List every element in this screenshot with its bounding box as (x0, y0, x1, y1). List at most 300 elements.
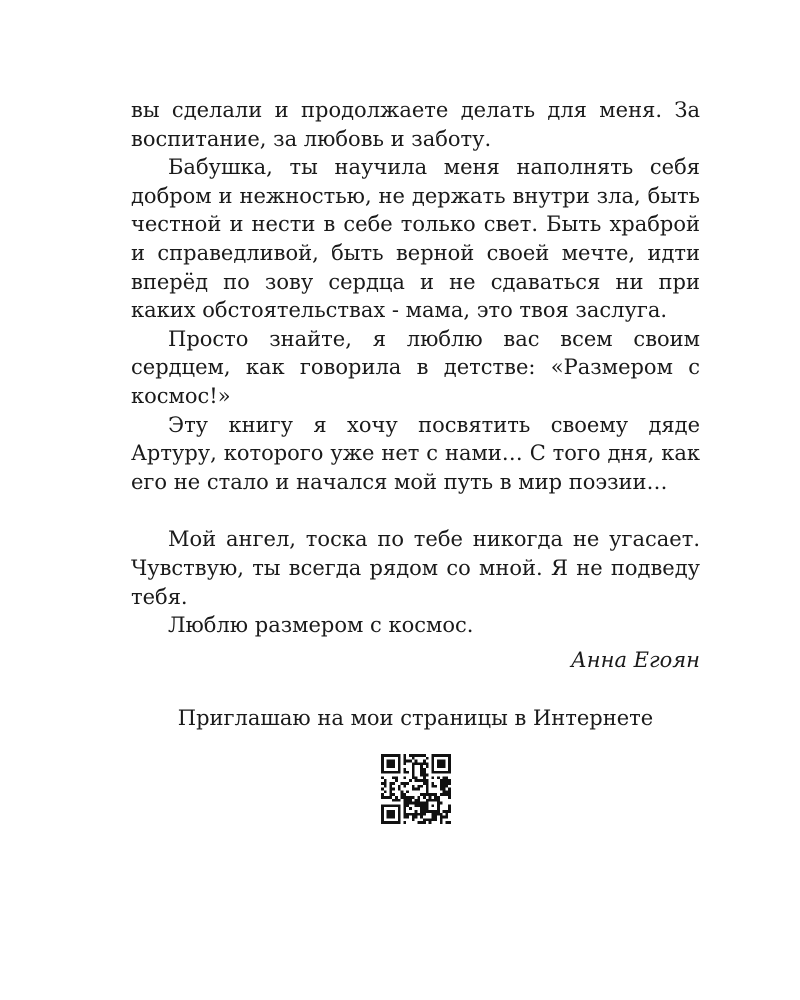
qr-module (400, 782, 403, 785)
qr-module (425, 784, 428, 787)
qr-module (428, 798, 431, 801)
qr-module (423, 810, 426, 813)
qr-module (439, 787, 442, 790)
qr-module (392, 815, 395, 818)
qr-module (397, 810, 400, 813)
qr-module (386, 815, 389, 818)
qr-module (411, 762, 414, 765)
qr-module (431, 798, 434, 801)
qr-module (417, 798, 420, 801)
qr-module (409, 801, 412, 804)
qr-module (445, 810, 448, 813)
qr-module (448, 762, 451, 765)
qr-module (439, 779, 442, 782)
qr-module (411, 754, 414, 757)
qr-module (445, 790, 448, 793)
qr-module (425, 818, 428, 821)
qr-module (395, 779, 398, 782)
qr-module (414, 787, 417, 790)
qr-module (442, 754, 445, 757)
qr-module (425, 773, 428, 776)
qr-module (392, 810, 395, 813)
qr-module (409, 812, 412, 815)
qr-module (400, 790, 403, 793)
qr-module (392, 782, 395, 785)
qr-module (381, 759, 384, 762)
qr-module (434, 796, 437, 799)
qr-module (381, 810, 384, 813)
qr-module (383, 804, 386, 807)
qr-module (442, 782, 445, 785)
qr-module (395, 821, 398, 824)
qr-module (383, 790, 386, 793)
qr-module (403, 776, 406, 779)
qr-module (420, 762, 423, 765)
qr-module (381, 815, 384, 818)
qr-module (448, 821, 451, 824)
qr-module (442, 815, 445, 818)
qr-module (437, 770, 440, 773)
qr-module (423, 821, 426, 824)
qr-module (409, 759, 412, 762)
qr-module (389, 782, 392, 785)
qr-module (392, 821, 395, 824)
qr-module (403, 804, 406, 807)
qr-module (406, 812, 409, 815)
qr-module (381, 770, 384, 773)
qr-module (381, 756, 384, 759)
qr-module (417, 812, 420, 815)
qr-module (397, 768, 400, 771)
qr-module (406, 796, 409, 799)
qr-module (411, 787, 414, 790)
qr-module (423, 796, 426, 799)
qr-module (406, 801, 409, 804)
qr-module (381, 793, 384, 796)
qr-module (386, 796, 389, 799)
qr-module (425, 790, 428, 793)
qr-module (389, 754, 392, 757)
qr-module (414, 798, 417, 801)
qr-module (395, 776, 398, 779)
qr-module (417, 754, 420, 757)
qr-module (439, 784, 442, 787)
qr-module (386, 754, 389, 757)
qr-module (437, 807, 440, 810)
qr-module (392, 804, 395, 807)
qr-module (381, 762, 384, 765)
qr-module (442, 793, 445, 796)
qr-module (437, 804, 440, 807)
qr-module (406, 759, 409, 762)
qr-module (389, 765, 392, 768)
qr-module (431, 804, 434, 807)
qr-module (445, 776, 448, 779)
qr-module (406, 790, 409, 793)
qr-module (403, 793, 406, 796)
qr-module (392, 812, 395, 815)
qr-module (389, 770, 392, 773)
qr-module (420, 770, 423, 773)
qr-module (434, 784, 437, 787)
qr-module (445, 754, 448, 757)
qr-module (434, 818, 437, 821)
qr-module (386, 812, 389, 815)
qr-module (409, 796, 412, 799)
qr-module (448, 779, 451, 782)
qr-module (437, 759, 440, 762)
qr-module (411, 756, 414, 759)
page-content (131, 96, 700, 824)
qr-module (423, 807, 426, 810)
qr-module (439, 818, 442, 821)
qr-code-graphic (381, 754, 451, 824)
qr-module (411, 768, 414, 771)
qr-module (437, 798, 440, 801)
qr-module (420, 793, 423, 796)
qr-module (386, 765, 389, 768)
qr-module (414, 815, 417, 818)
qr-module (403, 770, 406, 773)
qr-module (423, 773, 426, 776)
qr-module (448, 790, 451, 793)
qr-module (417, 779, 420, 782)
qr-module (406, 815, 409, 818)
qr-module (439, 815, 442, 818)
qr-module (383, 770, 386, 773)
qr-module (420, 754, 423, 757)
qr-module (431, 765, 434, 768)
qr-module (425, 807, 428, 810)
qr-module (442, 784, 445, 787)
qr-module (448, 765, 451, 768)
invite-text: Приглашаю на мои страницы в Интернете (177, 705, 654, 730)
qr-module (431, 818, 434, 821)
qr-module (411, 801, 414, 804)
qr-module (389, 790, 392, 793)
qr-module (409, 798, 412, 801)
qr-module (414, 801, 417, 804)
qr-module (420, 784, 423, 787)
qr-module (442, 770, 445, 773)
qr-module (423, 793, 426, 796)
qr-module (417, 787, 420, 790)
qr-module (392, 765, 395, 768)
qr-module (403, 762, 406, 765)
qr-module (445, 770, 448, 773)
qr-module (400, 793, 403, 796)
qr-module (425, 756, 428, 759)
qr-module (431, 812, 434, 815)
qr-module (442, 759, 445, 762)
qr-module (397, 787, 400, 790)
qr-module (386, 821, 389, 824)
qr-module (392, 762, 395, 765)
qr-module (411, 815, 414, 818)
qr-module (389, 787, 392, 790)
qr-module (381, 754, 384, 757)
qr-module (383, 754, 386, 757)
paragraph-3: Просто знайте, я люблю вас всем своим сердцем, как говорила в детстве: «Размером с космос!» (131, 326, 700, 408)
qr-module (423, 818, 426, 821)
qr-module (423, 770, 426, 773)
qr-module (414, 759, 417, 762)
qr-module (383, 782, 386, 785)
qr-module (409, 754, 412, 757)
qr-module (425, 793, 428, 796)
qr-module (397, 821, 400, 824)
qr-module (397, 756, 400, 759)
qr-module (397, 754, 400, 757)
qr-module (386, 770, 389, 773)
qr-module (406, 770, 409, 773)
qr-module (423, 782, 426, 785)
qr-module (403, 768, 406, 771)
qr-module (389, 762, 392, 765)
qr-module (439, 782, 442, 785)
qr-module (431, 815, 434, 818)
qr-module (392, 759, 395, 762)
qr-module (386, 759, 389, 762)
qr-module (389, 821, 392, 824)
qr-module (381, 812, 384, 815)
qr-module (414, 776, 417, 779)
qr-module (431, 784, 434, 787)
qr-module (403, 759, 406, 762)
qr-module (403, 798, 406, 801)
qr-module (411, 796, 414, 799)
qr-module (437, 810, 440, 813)
qr-module (383, 821, 386, 824)
qr-module (381, 807, 384, 810)
qr-module (425, 810, 428, 813)
qr-module (381, 776, 384, 779)
qr-module (425, 787, 428, 790)
qr-module (445, 821, 448, 824)
qr-module (448, 804, 451, 807)
qr-module (414, 762, 417, 765)
qr-module (392, 787, 395, 790)
qr-module (428, 818, 431, 821)
qr-module (403, 784, 406, 787)
qr-module (411, 818, 414, 821)
qr-module (448, 756, 451, 759)
qr-module (439, 801, 442, 804)
qr-module (420, 810, 423, 813)
qr-module (425, 779, 428, 782)
qr-module (442, 810, 445, 813)
qr-module (431, 759, 434, 762)
qr-module (439, 821, 442, 824)
qr-module (381, 804, 384, 807)
qr-module (434, 770, 437, 773)
qr-module (409, 807, 412, 810)
qr-module (414, 779, 417, 782)
qr-module (389, 796, 392, 799)
qr-module (448, 782, 451, 785)
qr-module (425, 804, 428, 807)
qr-module (403, 810, 406, 813)
qr-module (423, 759, 426, 762)
qr-module (397, 798, 400, 801)
qr-module (392, 793, 395, 796)
qr-module (437, 796, 440, 799)
qr-module (442, 790, 445, 793)
qr-module (406, 798, 409, 801)
qr-module (417, 821, 420, 824)
qr-module (414, 812, 417, 815)
qr-module (431, 756, 434, 759)
qr-module (403, 756, 406, 759)
qr-module (386, 762, 389, 765)
qr-module (425, 765, 428, 768)
qr-module (448, 770, 451, 773)
qr-module (403, 821, 406, 824)
qr-module (437, 762, 440, 765)
qr-module (434, 798, 437, 801)
qr-module (389, 804, 392, 807)
qr-module (403, 807, 406, 810)
qr-module (403, 754, 406, 757)
qr-module (389, 815, 392, 818)
qr-module (392, 776, 395, 779)
qr-module (411, 773, 414, 776)
qr-module (392, 754, 395, 757)
paragraph-4: Эту книгу я хочу посвятить своему дяде Артуру, которого уже нет с нами… С того дня, как его не стало и начался мой путь в мир поэзии… (131, 412, 700, 494)
qr-module (448, 787, 451, 790)
qr-module (386, 810, 389, 813)
qr-module (406, 804, 409, 807)
qr-module (397, 812, 400, 815)
qr-module (395, 804, 398, 807)
qr-module (420, 773, 423, 776)
qr-module (423, 762, 426, 765)
qr-module (381, 796, 384, 799)
qr-module (417, 784, 420, 787)
qr-module (389, 784, 392, 787)
qr-module (445, 782, 448, 785)
qr-module (381, 765, 384, 768)
paragraph-1: вы сделали и продолжаете делать для меня. За воспитание, за любовь и заботу. (131, 98, 700, 151)
paragraph-2: Бабушка, ты научила меня наполнять себя добром и нежностью, не держать внутри зла, быть честной и нести в себе только свет. Быть храброй и справедливой, быть верной своей мечте, идти вперёд по зову сердца и не сдаваться ни при каких обстоятельствах - мама, это твоя заслуга. (131, 155, 700, 323)
qr-module (431, 810, 434, 813)
qr-module (383, 796, 386, 799)
qr-module (383, 784, 386, 787)
qr-module (414, 754, 417, 757)
qr-module (397, 759, 400, 762)
qr-module (397, 804, 400, 807)
qr-module (397, 815, 400, 818)
qr-module (411, 770, 414, 773)
qr-module (381, 818, 384, 821)
qr-module (411, 765, 414, 768)
qr-module (411, 784, 414, 787)
qr-module (420, 821, 423, 824)
qr-module (423, 768, 426, 771)
qr-module (420, 768, 423, 771)
qr-module (403, 801, 406, 804)
qr-module (414, 804, 417, 807)
qr-module (403, 815, 406, 818)
qr-module (434, 793, 437, 796)
qr-module (420, 815, 423, 818)
qr-module (403, 782, 406, 785)
qr-module (392, 798, 395, 801)
qr-module (397, 807, 400, 810)
qr-module (389, 759, 392, 762)
qr-module (445, 779, 448, 782)
qr-module (381, 782, 384, 785)
qr-module (431, 776, 434, 779)
qr-module (442, 787, 445, 790)
qr-module (445, 812, 448, 815)
qr-module (434, 815, 437, 818)
qr-module (423, 801, 426, 804)
qr-module (397, 770, 400, 773)
qr-module (389, 812, 392, 815)
qr-module (417, 796, 420, 799)
qr-module (381, 821, 384, 824)
qr-module (386, 804, 389, 807)
qr-module (448, 793, 451, 796)
qr-module (417, 762, 420, 765)
qr-module (409, 779, 412, 782)
qr-module (423, 812, 426, 815)
qr-module (406, 782, 409, 785)
qr-module (423, 754, 426, 757)
qr-module (437, 776, 440, 779)
qr-module (434, 812, 437, 815)
qr-module (442, 779, 445, 782)
qr-module (428, 821, 431, 824)
qr-code-icon[interactable] (381, 754, 451, 824)
qr-module (442, 776, 445, 779)
qr-module (389, 793, 392, 796)
qr-module (442, 765, 445, 768)
qr-module (448, 807, 451, 810)
qr-module (411, 776, 414, 779)
qr-module (414, 810, 417, 813)
qr-module (381, 787, 384, 790)
qr-module (439, 759, 442, 762)
qr-module (428, 793, 431, 796)
qr-module (395, 770, 398, 773)
paragraph-5: Мой ангел, тоска по тебе никогда не угасает. Чувствую, ты всегда рядом со мной. Я не подведу тебя. (131, 527, 700, 609)
qr-module (420, 812, 423, 815)
author-signature: Анна Егоян (570, 647, 700, 672)
qr-module (395, 796, 398, 799)
qr-module (423, 776, 426, 779)
qr-module (434, 754, 437, 757)
qr-module (417, 804, 420, 807)
qr-module (431, 770, 434, 773)
qr-module (437, 765, 440, 768)
qr-module (439, 762, 442, 765)
qr-module (448, 754, 451, 757)
qr-module (417, 801, 420, 804)
qr-module (395, 754, 398, 757)
qr-module (389, 810, 392, 813)
qr-module (448, 796, 451, 799)
qr-module (445, 784, 448, 787)
qr-module (403, 796, 406, 799)
qr-module (439, 793, 442, 796)
qr-module (420, 801, 423, 804)
qr-module (425, 798, 428, 801)
paragraph-6: Люблю размером с космос. (168, 613, 474, 638)
qr-module (420, 765, 423, 768)
qr-module (395, 798, 398, 801)
